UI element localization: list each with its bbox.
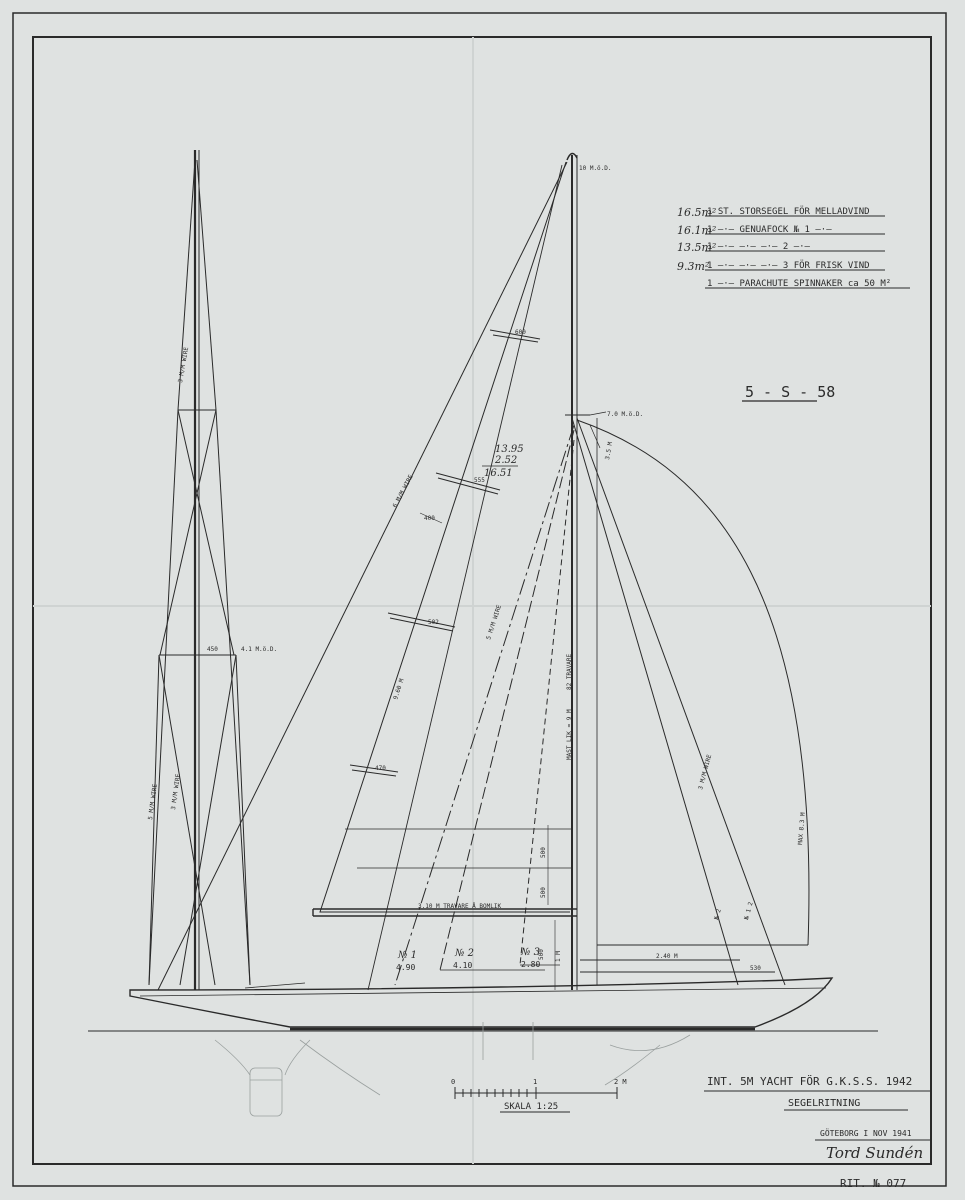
scale-tick-0: 0 [451, 1078, 456, 1086]
title-block-subtitle: SEGELRITNING [788, 1098, 861, 1109]
rig-wire-label-lower-right: 3 M/M WIRE [170, 773, 183, 811]
jib-1-value: 4.90 [396, 963, 416, 972]
outer-border [13, 13, 946, 1186]
title-block-place-date: GÖTEBORG I NOV 1941 [820, 1129, 912, 1138]
scale-tick-1: 1 [533, 1078, 538, 1086]
hounds-leader [590, 412, 606, 415]
sail-table [677, 206, 910, 289]
jib-3-name: № 3 [521, 947, 541, 958]
batten-3-label: 400 [424, 515, 435, 522]
gap-2-label: 500 [540, 887, 547, 898]
travare-label: 82 TRAVARE [566, 653, 573, 690]
gap-3-label: 500 [538, 949, 545, 960]
sheet-wire-label: 3 M/M WIRE [697, 753, 714, 791]
spinnaker-leech-label: MAX 8.3 M [797, 812, 807, 846]
jib-luff-label-1-2: № 1 2 [743, 901, 755, 921]
spinnaker-pole-label: 2.40 M [656, 953, 678, 960]
mast-luff-label: MAST LIK ≈ 9 M [566, 709, 573, 760]
spreader-width-label: 450 [207, 646, 218, 653]
scale-label: SKALA 1:25 [504, 1102, 559, 1112]
batten-5-label: 470 [375, 765, 386, 772]
sail-row-area: 16.5m² [677, 206, 717, 219]
sail-number: 5 - S - 58 [745, 383, 836, 401]
sail-row-text: 1 —·— —·— —·— 3 FÖR FRISK VIND [707, 261, 870, 271]
gap-1-label: 500 [540, 847, 547, 858]
calc-line-3: 16.51 [484, 468, 513, 479]
boom-label: 3.10 M TRAVARE Å BOMLIK [418, 903, 502, 910]
sail-row-area: 16.1m² [677, 224, 717, 237]
sail-row-area: 9.3m² [677, 260, 710, 273]
batten-4-label: 502 [428, 619, 439, 626]
title-block-signature: Tord Sundén [826, 1144, 924, 1162]
rig-wire-label-upper: 3 M/M WIRE [177, 346, 191, 384]
rig-wire-label-lower-left: 5 M/M WIRE [147, 783, 160, 821]
calc-line-1: 13.95 [495, 444, 524, 455]
scale-tick-2: 2 M [614, 1078, 627, 1086]
spreader-height-label: 4.1 M.ö.D. [241, 646, 278, 653]
sail-row-area: 13.5m² [677, 241, 717, 254]
leech-length-label: 9.60 M [392, 677, 406, 701]
batten-2-label: 555 [474, 477, 485, 484]
height-1m-label: 1 M [555, 951, 562, 962]
calc-line-2: 2.52 [495, 455, 518, 466]
jib-2-name: № 2 [455, 948, 475, 959]
jib-3-value: 2.80 [521, 960, 541, 969]
sail-row-text: 1 —·— —·— —·— 2 —·— [707, 242, 810, 252]
front-view-rig [149, 150, 250, 990]
mast-top-label: 10 M.ö.D. [579, 165, 612, 172]
spinnaker-luff-label: 3.5 M [604, 441, 615, 461]
keel-section-sketch [215, 1022, 690, 1116]
sail-row-text: 1 —·— PARACHUTE SPINNAKER ca 50 M² [707, 279, 892, 289]
hounds-label: 7.0 M.ö.D. [607, 411, 644, 418]
jib-luff-label-2: № 2 [713, 908, 723, 921]
jib-1-name: № 1 [398, 950, 418, 961]
sail-row-text: 1 —·— GENUAFOCK № 1 —·— [707, 225, 832, 235]
jib-2-value: 4.10 [453, 961, 473, 970]
pole-end-label: 530 [750, 965, 761, 972]
sail-row-text: 1 ST. STORSEGEL FÖR MELLADVIND [707, 207, 870, 217]
title-block-title: INT. 5M YACHT FÖR G.K.S.S. 1942 [707, 1075, 913, 1088]
batten-1-label: 600 [515, 329, 526, 336]
side-mast [565, 153, 590, 990]
jib-wire-label: 5 M/M WIRE [485, 604, 504, 641]
standing-rigging [158, 162, 785, 990]
forestay-wire-label: 6 M/M WIRE [391, 473, 415, 509]
title-block-drawing-no: RIT. № 077 [840, 1177, 907, 1190]
spinnaker [577, 420, 809, 972]
